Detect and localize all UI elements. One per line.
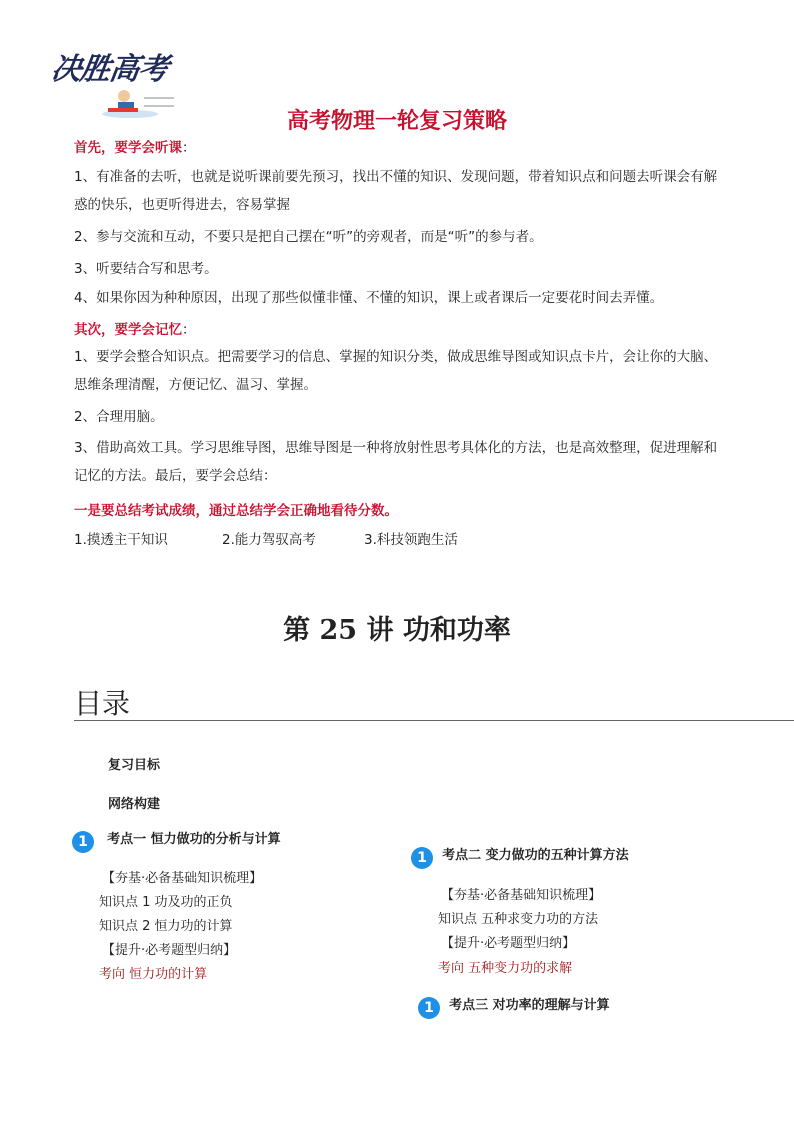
kp3-header[interactable]: [418, 994, 610, 1019]
section2-item-2: 2、合理用脑。: [74, 409, 164, 425]
kp3-badge-icon: 1: [418, 997, 440, 1019]
section1-item-1: 1、有准备的去听，也就是说听课前要先预习，找出不懂的知识、发现问题，带着知识点和问题去听课会有解惑的快乐，也更听得进去，容易掌握: [74, 169, 718, 213]
kp2-line-1: 【夯基·必备基础知识梳理】: [441, 888, 602, 903]
section2-heading-text: 其次，要学会记忆: [74, 322, 182, 338]
tip-1: 1.摸透主干知识: [74, 532, 168, 548]
kp2-title: 考点二 变力做功的五种计算方法: [442, 848, 629, 863]
kp1-line-1: 【夯基·必备基础知识梳理】: [102, 871, 263, 886]
kp1-line-2[interactable]: 知识点 1 功及功的正负: [99, 895, 233, 910]
kp1-badge-icon: 1: [72, 831, 94, 853]
toc-divider: [74, 720, 794, 721]
kp3-title: 考点三 对功率的理解与计算: [449, 998, 610, 1013]
toc-network[interactable]: 网络构建: [108, 797, 161, 812]
kp1-header[interactable]: [72, 828, 281, 853]
section2-colon: ：: [182, 322, 196, 338]
kp2-red-line[interactable]: 考向 五种变力功的求解: [438, 961, 573, 976]
logo-text: 决胜高考: [49, 52, 170, 87]
section2-heading: [74, 318, 196, 338]
tips-row: [74, 528, 458, 548]
kp1-title: 考点一 恒力做功的分析与计算: [107, 832, 281, 847]
section2-item-3: 3、借助高效工具。学习思维导图，思维导图是一种将放射性思考具体化的方法，也是高效整理，促进理解和记忆的方法。最后，要学会总结：: [74, 440, 718, 484]
kp1-line-4: 【提升·必考题型归纳】: [102, 943, 237, 958]
tip-3: 3.科技领跑生活: [364, 532, 458, 548]
section1-heading-text: 首先，要学会听课: [74, 140, 182, 156]
kp2-line-2[interactable]: 知识点 五种求变力功的方法: [438, 912, 599, 927]
section1-item-3: 3、听要结合写和思考。: [74, 261, 218, 277]
kp2-header[interactable]: [411, 844, 629, 869]
toc-heading: 目录: [74, 687, 131, 720]
lecture-title: 第 25 讲 功和功率: [283, 615, 511, 646]
section2-item-1: 1、要学会整合知识点。把需要学习的信息、掌握的知识分类，做成思维导图或知识点卡片，会让你的大脑、思维条理清醒，方便记忆、温习、掌握。: [74, 349, 718, 393]
section1-colon: ：: [182, 140, 196, 156]
section1-heading: [74, 136, 196, 156]
section1-item-2: 2、参与交流和互动，不要只是把自己摆在“听”的旁观者，而是“听”的参与者。: [74, 229, 543, 245]
kp1-red-line[interactable]: 考向 恒力功的计算: [99, 967, 208, 982]
page-title: 高考物理一轮复习策略: [286, 109, 507, 134]
kp1-line-3[interactable]: 知识点 2 恒力功的计算: [99, 919, 233, 934]
toc-review-goals[interactable]: 复习目标: [108, 758, 161, 773]
kp2-line-3: 【提升·必考题型归纳】: [441, 936, 576, 951]
summary-text: 一是要总结考试成绩，通过总结学会正确地看待分数。: [74, 503, 398, 519]
kp2-badge-icon: 1: [411, 847, 433, 869]
tip-2: 2.能力驾驭高考: [222, 532, 316, 548]
section1-item-4: 4、如果你因为种种原因，出现了那些似懂非懂、不懂的知识，课上或者课后一定要花时间去弄懂。: [74, 290, 664, 306]
